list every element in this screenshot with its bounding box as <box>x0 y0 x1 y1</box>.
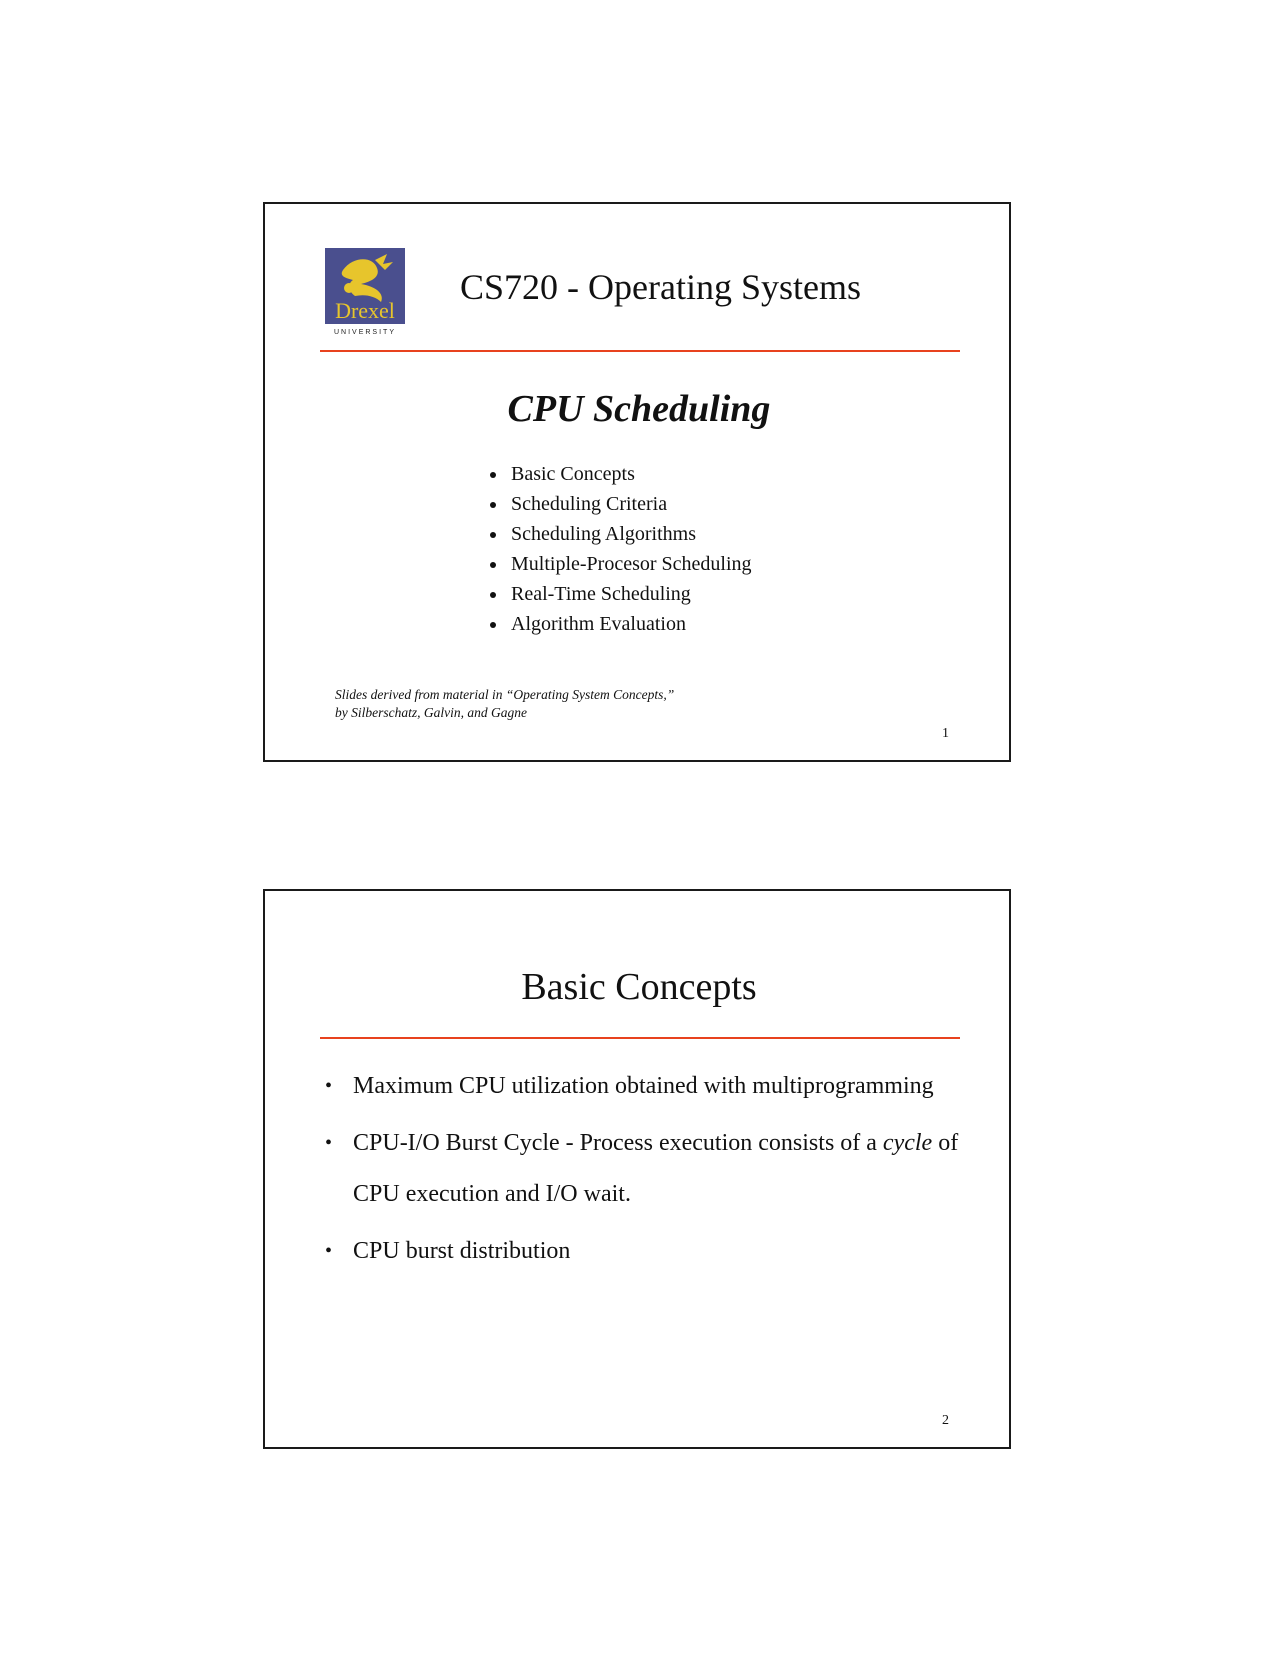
bullet-item: • CPU burst distribution <box>325 1226 965 1277</box>
title-rule <box>320 350 960 352</box>
bullet-list <box>325 1061 965 1283</box>
slide-2 <box>263 889 1011 1449</box>
topic-item: Scheduling Criteria <box>487 489 752 519</box>
slide-1 <box>263 202 1011 762</box>
dragon-logo-icon <box>325 248 405 338</box>
bullet-emphasis: cycle <box>882 1130 933 1156</box>
slide-title: Basic Concepts <box>521 966 757 1008</box>
deck-title: CPU Scheduling <box>507 388 771 430</box>
bullet-text: CPU-I/O Burst Cycle - Process execution consists of a <box>353 1130 883 1156</box>
topic-item: Basic Concepts <box>487 459 752 489</box>
source-credit-line: Slides derived from material in “Operating System Concepts,” <box>335 687 675 702</box>
drexel-logo <box>325 248 405 338</box>
topic-item: Multiple-Procesor Scheduling <box>487 549 752 579</box>
bullet-text: of CPU execution and I/O wait. <box>353 1130 959 1207</box>
topic-item: Algorithm Evaluation <box>487 609 752 639</box>
course-title: CS720 - Operating Systems <box>460 267 861 307</box>
title-rule <box>320 1037 960 1039</box>
source-credit-line: by Silberschatz, Galvin, and Gagne <box>335 705 527 720</box>
slide-number: 1 <box>942 726 949 741</box>
bullet-item: • Maximum CPU utilization obtained with multiprogramming <box>325 1061 965 1112</box>
topic-item: Scheduling Algorithms <box>487 519 752 549</box>
slide-number: 2 <box>942 1413 949 1428</box>
bullet-item <box>325 1118 965 1220</box>
logo-subtext: UNIVERSITY <box>333 329 397 336</box>
topic-list <box>487 459 752 639</box>
source-credit <box>335 686 674 722</box>
logo-wordmark: Drexel <box>335 298 395 323</box>
topic-item: Real-Time Scheduling <box>487 579 752 609</box>
